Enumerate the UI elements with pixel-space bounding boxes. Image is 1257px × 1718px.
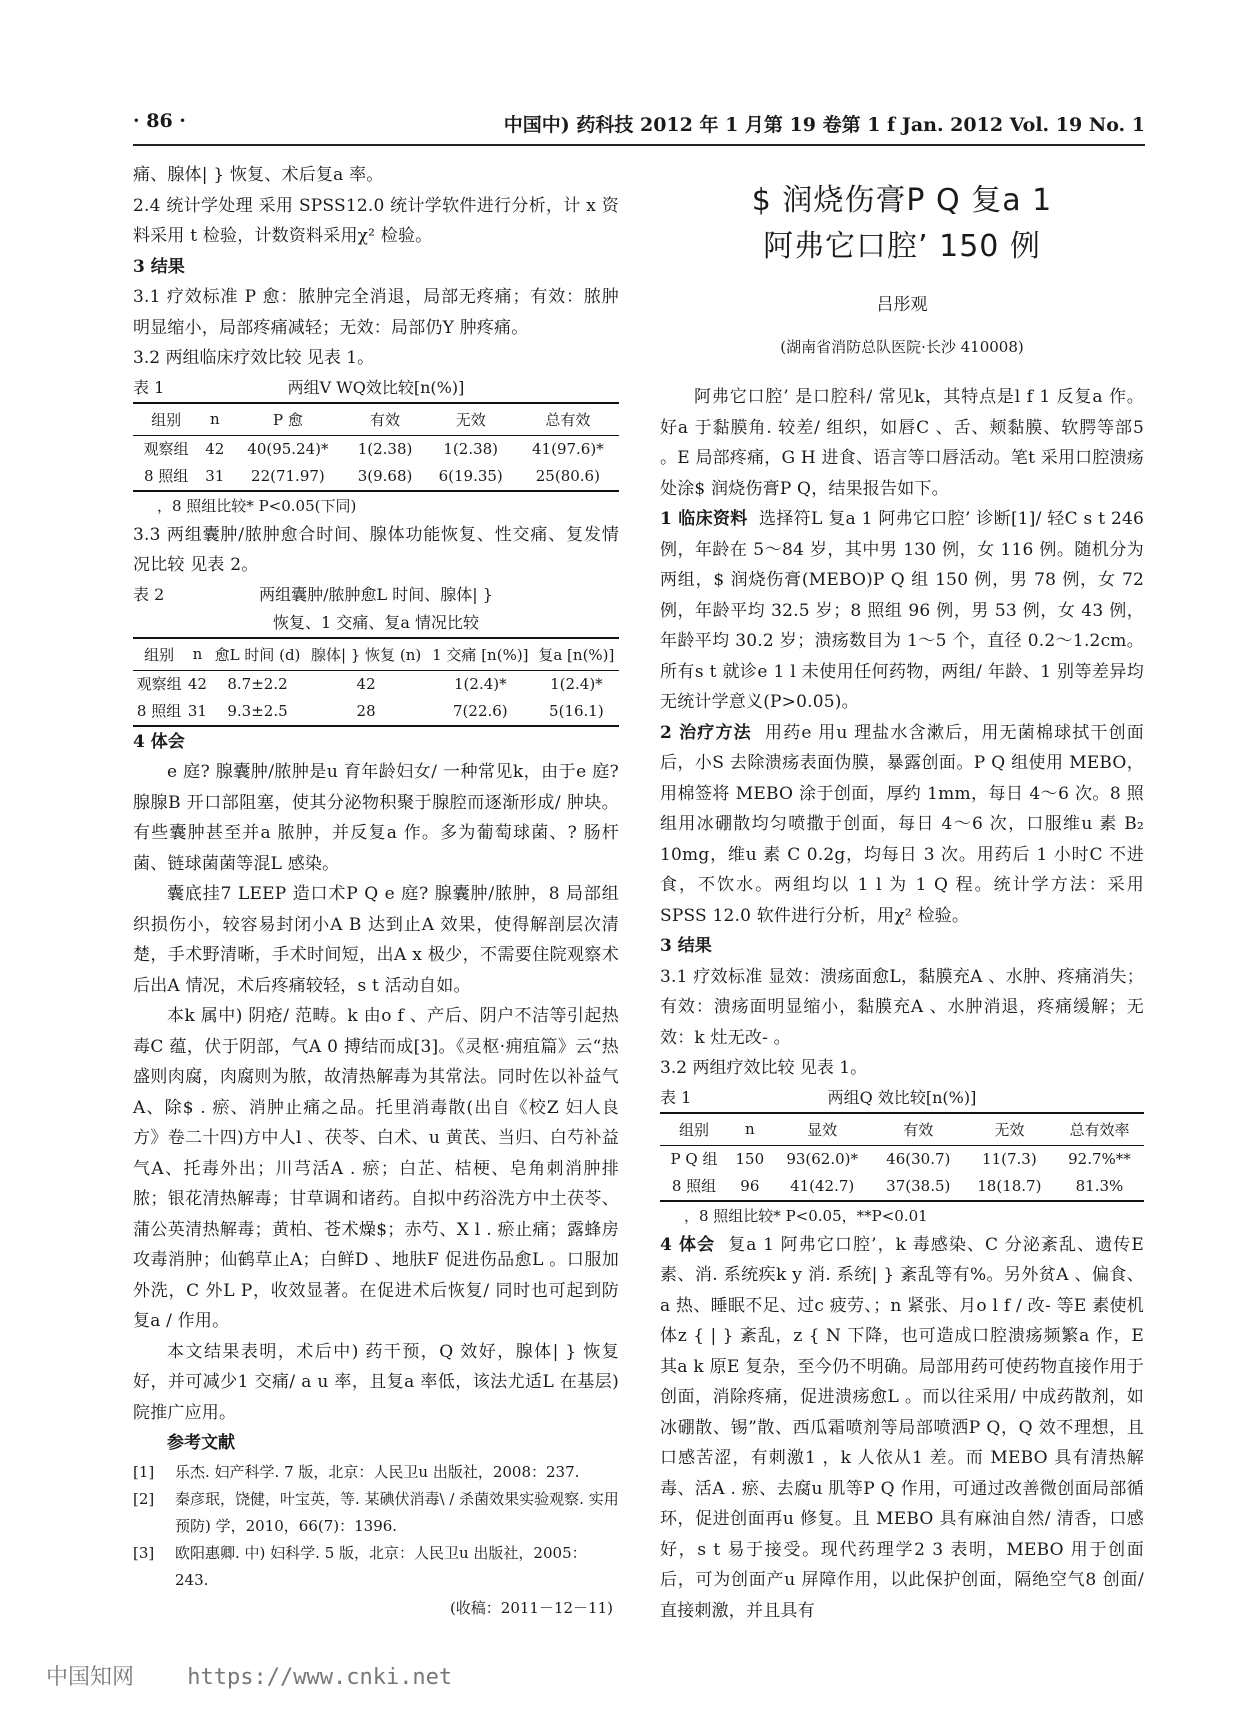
table-cell: 31 bbox=[187, 701, 207, 720]
table2-left bbox=[133, 637, 619, 727]
table-cell: 观察组 bbox=[136, 674, 182, 693]
author: 吕彤观 bbox=[876, 295, 928, 315]
table-header-cell: 组别 bbox=[133, 638, 185, 671]
table-row bbox=[660, 1145, 1144, 1173]
table-cell: 40(95.24)* bbox=[247, 439, 329, 458]
reference-number: [3] bbox=[133, 1543, 155, 1562]
reference-text: 欧阳惠卿. 中) 妇科学. 5 版，北京：人民卫u 出版社，2005：243. bbox=[175, 1543, 587, 1589]
table-row bbox=[133, 698, 619, 726]
section-3-heading: 3 结果 bbox=[660, 936, 712, 956]
table-cell: 3(9.68) bbox=[357, 466, 413, 485]
table1-caption bbox=[660, 1084, 1144, 1112]
right-column bbox=[660, 160, 1144, 1626]
table-header-cell: 1 交痛 [n(%)] bbox=[427, 638, 534, 671]
table-cell: 观察组 bbox=[143, 439, 189, 458]
reference-item bbox=[133, 1459, 619, 1486]
watermark-footer bbox=[46, 1660, 452, 1691]
table-cell: 8 照组 bbox=[136, 701, 182, 720]
table-header-cell: 总有效 bbox=[517, 403, 619, 436]
reference-item bbox=[133, 1540, 619, 1594]
reference-text: 乐杰. 妇产科学. 7 版，北京：人民卫u 出版社，2008：237. bbox=[175, 1462, 580, 1481]
table-cell: 7(22.6) bbox=[453, 701, 508, 720]
table-cell: 8 照组 bbox=[143, 466, 189, 485]
table1-title: 两组Q 效比较[n(%)] bbox=[827, 1087, 977, 1107]
table-header-row bbox=[133, 638, 619, 671]
table2-label: 表 2 bbox=[133, 584, 165, 604]
table-cell: 37(38.5) bbox=[886, 1176, 951, 1195]
table1-left bbox=[133, 402, 619, 492]
table-cell: 1(2.4)* bbox=[550, 674, 603, 693]
article-title-line1: $ 润烧伤膏P Q 复a 1 bbox=[751, 183, 1053, 218]
table-cell: 11(7.3) bbox=[982, 1149, 1037, 1168]
table-cell: 96 bbox=[740, 1176, 760, 1195]
table-header-cell: 总有效率 bbox=[1055, 1113, 1144, 1146]
references-list bbox=[133, 1459, 619, 1594]
table-cell: P Q 组 bbox=[670, 1149, 718, 1168]
table-cell: 41(97.6)* bbox=[532, 439, 604, 458]
table-header-row bbox=[133, 403, 619, 436]
table-header-cell: n bbox=[199, 403, 230, 436]
section-3-heading: 3 结果 bbox=[133, 256, 185, 277]
discussion-paragraph-3: 本k 属中) 阴疮/ 范畴。k 由o f 、产后、阴户不洁等引起热毒C 蕴，伏于阴部，气A 0 搏结而成[3]。《灵枢·痈疽篇》云“热盛则肉腐，肉腐则为脓，故清热解毒为其常法。同时佐以补益气A、除$ . 瘀、消肿止痛之品。托里消毒散(出自《校Z 妇人良方》卷二十四)方中人l 、茯苓、白术、u 黄芪、当归、白芍补益气A、托毒外出；川芎活A . 瘀；白芷、桔梗、皂角刺消肿排脓；银花清热解毒；甘草调和诸药。自拟中药浴洗方中土茯苓、蒲公英清热解毒；黄柏、苍术燥$；赤芍、X l . 瘀止痛；露蜂房攻毒消肿；仙鹤草止A；白鲜D 、地肤F 促进伤品愈L 。口服加外洗，C 外L P，收效显著。在促进术后恢复/ 同时也可起到防复a / 作用。 bbox=[133, 1006, 619, 1331]
section-3-3: 3.3 两组囊肿/脓肿愈合时间、腺体功能恢复、性交痛、复发情况比较 见表 2。 bbox=[133, 524, 619, 575]
table-cell: 42 bbox=[187, 674, 207, 693]
section-2-text: 用药e 用u 理盐水含漱后，用无菌棉球拭干创面后，小S 去除溃疡表面伪膜，暴露创面。P Q 组使用 MEBO，用棉签将 MEBO 涂于创面，厚约 1mm，每日 4～6 次。8 照组用冰硼散均匀喷撒于创面，每日 4～6 次，口服维u 素 B₂ 10mg，维u 素 C 0.2g，均每日 3 次。用药后 1 小时C 不进食，不饮水。两组均以 1 l 为 1 Q 程。统计学方法：采用 SPSS 12.0 软件进行分析，用χ² 检验。 bbox=[660, 722, 1144, 926]
table-header-cell: P 愈 bbox=[230, 403, 345, 436]
cnki-logo-text: 中国知网 bbox=[46, 1665, 135, 1690]
intro-paragraph: 阿弗它口腔’ 是口腔科/ 常见k，其特点是l f 1 反复a 作。好a 于黏膜角. 较差/ 组织，如唇C 、舌、颊黏膜、软腭等部5 。E 局部疼痛，G H 进食、语言等口唇活动。笔t 采用口腔溃疡处涂$ 润烧伤膏P Q，结果报告如下。 bbox=[660, 387, 1144, 499]
table-header-cell: 腺体| } 恢复 (n) bbox=[305, 638, 427, 671]
table-header-row bbox=[660, 1113, 1144, 1146]
table-cell: 93(62.0)* bbox=[786, 1149, 859, 1168]
journal-citation: 中国中) 药科技 2012 年 1 月第 19 卷第 1 f Jan. 2012 Vol. 19 No. 1 bbox=[503, 114, 1145, 136]
table-cell: 150 bbox=[735, 1149, 765, 1168]
table1-caption bbox=[133, 374, 619, 402]
table1-right bbox=[660, 1112, 1144, 1202]
table-header-cell: 无效 bbox=[425, 403, 517, 436]
table-header-cell: 显效 bbox=[772, 1113, 873, 1146]
table-header-cell: 复a [n(%)] bbox=[534, 638, 619, 671]
table-cell: 25(80.6) bbox=[535, 466, 600, 485]
reference-text: 秦彦珉，饶健，叶宝英，等. 某碘伏消毒\ / 杀菌效果实验观察. 实用预防) 学，2010，66(7)：1396. bbox=[175, 1489, 619, 1535]
table-row bbox=[660, 1173, 1144, 1201]
section-2 bbox=[660, 718, 1144, 932]
table-cell: 41(42.7) bbox=[790, 1176, 855, 1195]
header-rule bbox=[133, 144, 1145, 146]
table-row bbox=[133, 435, 619, 463]
table-cell: 8 照组 bbox=[671, 1176, 717, 1195]
table-cell: 8.7±2.2 bbox=[227, 674, 288, 693]
references-heading: 参考文献 bbox=[167, 1433, 235, 1453]
table-header-cell: 有效 bbox=[873, 1113, 964, 1146]
section-2-4: 2.4 统计学处理 采用 SPSS12.0 统计学软件进行分析，计 x 资料采用 t 检验，计数资料采用χ² 检验。 bbox=[133, 195, 619, 246]
table1-note: ，8 照组比较* P<0.05，**P<0.01 bbox=[684, 1206, 928, 1225]
table-cell: 81.3% bbox=[1075, 1176, 1124, 1195]
discussion-paragraph-1: e 庭? 腺囊肿/脓肿是u 育年龄妇女/ 一种常见k，由于e 庭? 腺腺B 开口部阻塞，使其分泌物积聚于腺腔而逐渐形成/ 肿块。有些囊肿甚至并a 脓肿，并反复a 作。多为葡萄球菌、? 肠杆菌、链球菌菌等混L 感染。 bbox=[133, 762, 619, 874]
discussion-paragraph-4: 本文结果表明，术后中) 药干预，Q 效好，腺体| } 恢复好，并可减少1 交痛/ a u 率，且复a 率低，该法尤适L 在基层) 院推广应用。 bbox=[133, 1341, 619, 1423]
table-header-cell: n bbox=[728, 1113, 772, 1146]
section-4-heading: 4 体会 bbox=[660, 1234, 716, 1255]
table-cell: 92.7%** bbox=[1068, 1149, 1131, 1168]
table-header-cell: 组别 bbox=[133, 403, 199, 436]
table-header-cell: 组别 bbox=[660, 1113, 728, 1146]
table-row bbox=[133, 463, 619, 491]
table2-title-line2: 恢复、1 交痛、复a 情况比较 bbox=[273, 612, 479, 632]
page-number: · 86 · bbox=[133, 110, 186, 132]
reference-number: [1] bbox=[133, 1462, 155, 1481]
section-3-2: 3.2 两组疗效比较 见表 1。 bbox=[660, 1058, 868, 1078]
section-3-1: 3.1 疗效标准 P 愈：脓肿完全消退，局部无疼痛；有效：脓肿明显缩小，局部疼痛减轻；无效：局部仍Y 肿疼痛。 bbox=[133, 287, 619, 338]
table-cell: 31 bbox=[205, 466, 225, 485]
table-header-cell: 愈L 时间 (d) bbox=[210, 638, 306, 671]
table-cell: 1(2.38) bbox=[357, 439, 413, 458]
table1-note: ，8 照组比较* P<0.05(下同) bbox=[157, 496, 357, 515]
section-1 bbox=[660, 504, 1144, 718]
reference-item bbox=[133, 1486, 619, 1540]
section-3-2: 3.2 两组临床疗效比较 见表 1。 bbox=[133, 348, 375, 368]
table1-label: 表 1 bbox=[133, 377, 165, 397]
continued-paragraph: 痛、腺体| } 恢复、术后复a 率。 bbox=[133, 165, 384, 185]
table-cell: 42 bbox=[205, 439, 225, 458]
table1-label: 表 1 bbox=[660, 1087, 692, 1107]
section-4-text: 复a 1 阿弗它口腔’，k 毒感染、C 分泌紊乱、遗传E 素、消. 系统疾k y 消. 系统| } 紊乱等有%。另外贫A 、偏食、a 热、睡眠不足、过c 疲劳、；n 紧张、月o l f / 改- 等E 素使机体z { | } 紊乱，z { N 下降，也可造成口腔溃疡频繁a 作，E 其a k 原E 复杂，至今仍不明确。局部用药可使药物直接作用于创面，消除疼痛，促进溃疡愈L 。而以往采用/ 中成药散剂，如冰硼散、锡”散、西瓜霜喷剂等局部喷洒P Q，Q 效不理想，且口感苦涩，有刺激1 ，k 人依从1 差。而 MEBO 具有清热解毒、活A . 瘀、去腐u 肌等P Q 作用，可通过改善微创面局部循环，促进创面再u 修复。且 MEBO 具有麻油自然/ 清香，口感好，s t 易于接受。现代药理学2 3 表明，MEBO 用于创面后，可为创面产u 屏障作用，以此保护创面，隔绝空气8 创面/ 直接刺激，并且具有 bbox=[660, 1234, 1144, 1621]
table-header-cell: 有效 bbox=[345, 403, 424, 436]
table-cell: 18(18.7) bbox=[977, 1176, 1042, 1195]
table-cell: 28 bbox=[356, 701, 376, 720]
section-1-heading: 1 临床资料 bbox=[660, 509, 748, 529]
table-cell: 6(19.35) bbox=[438, 466, 503, 485]
section-3-1: 3.1 疗效标准 显效：溃疡面愈L，黏膜充A 、水肿、疼痛消失；有效：溃疡面明显缩小，黏膜充A 、水肿消退，疼痛缓解；无效：k 灶无改- 。 bbox=[660, 966, 1144, 1048]
section-4 bbox=[660, 1230, 1144, 1627]
section-4-heading: 4 体会 bbox=[133, 731, 185, 752]
affiliation: (湖南省消防总队医院·长沙 410008) bbox=[780, 338, 1024, 356]
article-title-line2: 阿弗它口腔’ 150 例 bbox=[763, 229, 1041, 264]
reference-number: [2] bbox=[133, 1489, 155, 1508]
discussion-paragraph-2: 囊底挂7 LEEP 造口术P Q e 庭? 腺囊肿/脓肿，8 局部组织损伤小，较容易封闭小A B 达到止A 效果，使得解剖层次清楚，手术野清晰，手术时间短，出A x 极少，不需要住院观察术后出A 情况，术后疼痛较轻，s t 活动自如。 bbox=[133, 884, 619, 996]
running-header bbox=[133, 110, 1145, 140]
table-header-cell: n bbox=[185, 638, 210, 671]
table-row bbox=[133, 670, 619, 698]
table-cell: 22(71.97) bbox=[251, 466, 325, 485]
table-cell: 1(2.38) bbox=[443, 439, 499, 458]
table-cell: 42 bbox=[356, 674, 376, 693]
left-column bbox=[133, 160, 619, 1622]
section-2-heading: 2 治疗方法 bbox=[660, 722, 752, 743]
table2-caption bbox=[133, 581, 619, 609]
section-1-text: 选择符L 复a 1 阿弗它口腔’ 诊断[1]/ 轻C s t 246 例，年龄在 5～84 岁，其中男 130 例，女 116 例。随机分为两组，$ 润烧伤膏(MEBO)P Q 组 150 例，男 78 例，女 72 例，年龄平均 32.5 岁；8 照组 96 例，男 53 例，女 43 例，年龄平均 30.2 岁；溃疡数目为 1～5 个，直径 0.2～1.2cm。所有s t 就诊e 1 l 未使用任何药物，两组/ 年龄、1 别等差异均无统计学意义(P>0.05)。 bbox=[660, 509, 1145, 712]
table-header-cell: 无效 bbox=[964, 1113, 1055, 1146]
cnki-url: https://www.cnki.net bbox=[187, 1665, 453, 1690]
received-date: (收稿：2011－12－11) bbox=[449, 1598, 613, 1617]
table-cell: 1(2.4)* bbox=[454, 674, 507, 693]
table1-title: 两组V WQ效比较[n(%)] bbox=[287, 377, 465, 397]
table-cell: 46(30.7) bbox=[886, 1149, 951, 1168]
table-cell: 9.3±2.5 bbox=[227, 701, 288, 720]
table2-title-line1: 两组囊肿/脓肿愈L 时间、腺体| } bbox=[259, 584, 493, 604]
table-cell: 5(16.1) bbox=[549, 701, 604, 720]
